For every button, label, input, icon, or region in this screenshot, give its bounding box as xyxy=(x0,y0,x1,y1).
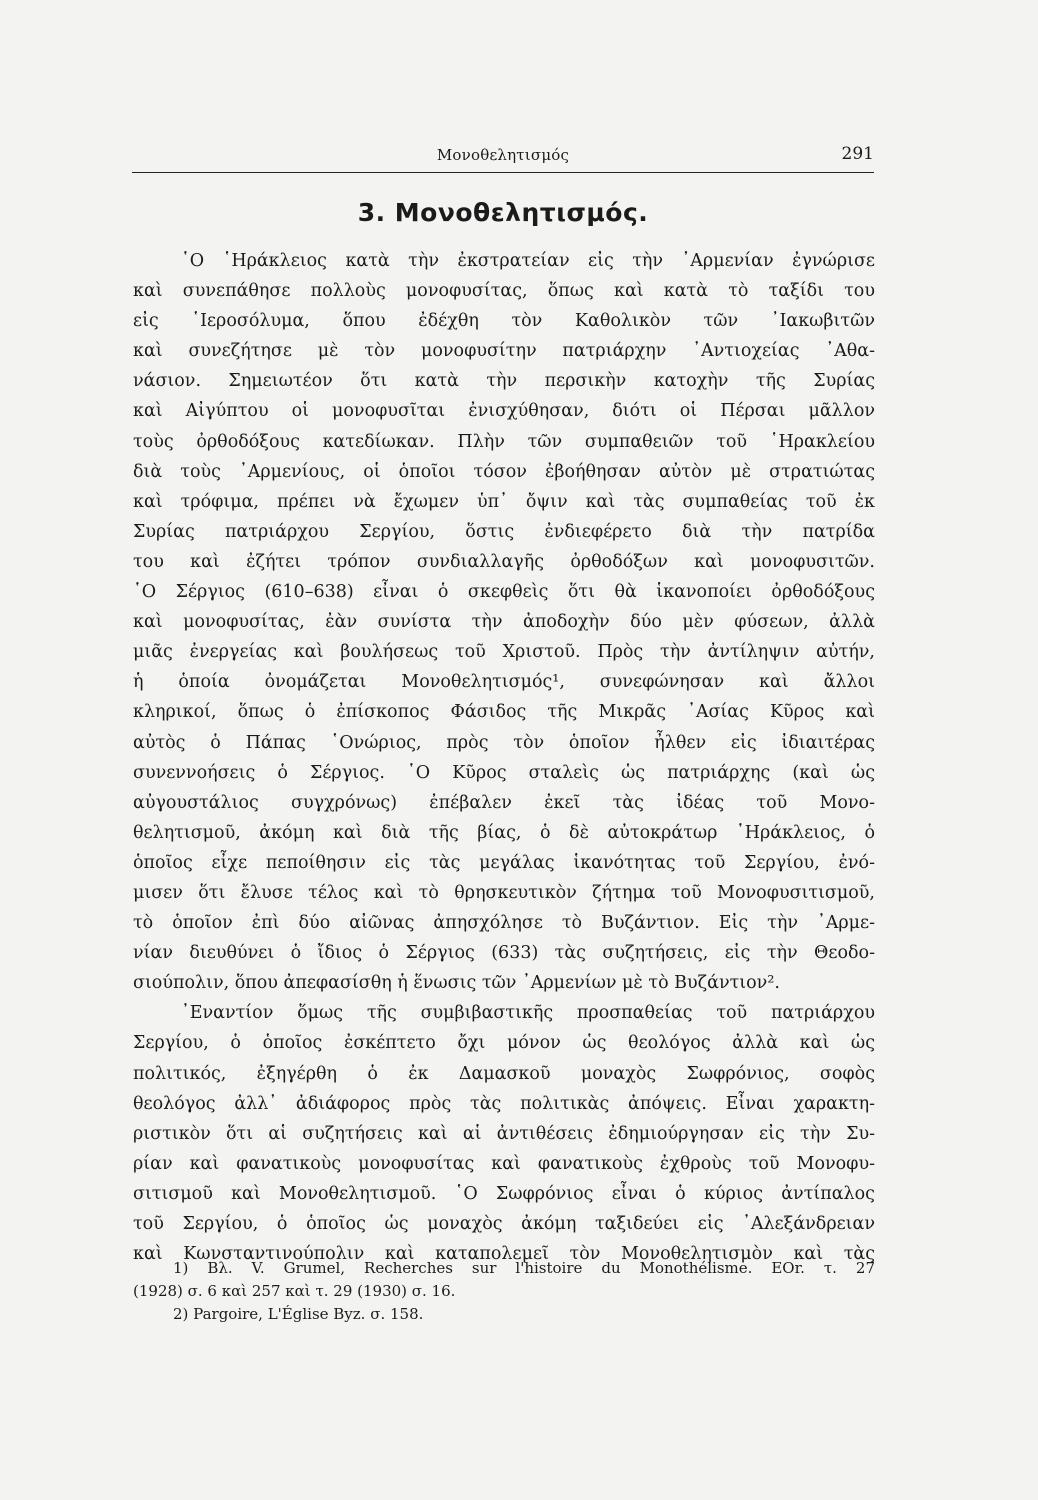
text-line: του καὶ ἐζήτει τρόπον συνδιαλλαγῆς ὀρθοδόξων καὶ μονοφυσιτῶν. xyxy=(133,551,875,572)
text-line: καὶ μονοφυσίτας, ἐὰν συνίστα τὴν ἀποδοχὴν δύο μὲν φύσεων, ἀλλὰ xyxy=(133,612,875,633)
text-line: σιούπολιν, ὅπου ἀπεφασίσθη ἡ ἕνωσις τῶν ᾿Αρμενίων μὲ τὸ Βυζάντιον². xyxy=(133,973,780,994)
text-line: ἡ ὁποία ὀνομάζεται Μονοθελητισμός¹, συνεφώνησαν καὶ ἄλλοι xyxy=(133,672,875,693)
footnotes xyxy=(133,1257,875,1326)
text-line: τὸ ὁποῖον ἐπὶ δύο αἰῶνας ἀπησχόλησε τὸ Βυζάντιον. Εἰς τὴν ᾿Αρμε- xyxy=(133,913,875,934)
text-line: νίαν διευθύνει ὁ ἴδιος ὁ Σέργιος (633) τὰς συζητήσεις, εἰς τὴν Θεοδο- xyxy=(133,943,875,964)
body-text xyxy=(133,246,875,1269)
section-heading: 3. Μονοθελητισμός. xyxy=(357,198,649,227)
text-line: συνεννοήσεις ὁ Σέργιος. ῾Ο Κῦρος σταλεὶς ὡς πατριάρχης (καὶ ὡς xyxy=(133,762,875,783)
text-line: αὐτὸς ὁ Πάπας ῾Ονώριος, πρὸς τὸν ὁποῖον ἦλθεν εἰς ἰδιαιτέρας xyxy=(133,732,875,753)
text-line: καὶ Κωνσταντινούπολιν καὶ καταπολεμεῖ τὸν Μονοθελητισμὸν καὶ τὰς xyxy=(133,1244,875,1265)
text-line: καὶ τρόφιμα, πρέπει νὰ ἔχωμεν ὑπ᾿ ὄψιν καὶ τὰς συμπαθείας τοῦ ἐκ xyxy=(133,491,875,512)
text-line: ῾Ο Σέργιος (610–638) εἶναι ὁ σκεφθεὶς ὅτι θὰ ἱκανοποίει ὀρθοδόξους xyxy=(133,582,875,603)
text-line: θεολόγος ἀλλ᾿ ἀδιάφορος πρὸς τὰς πολιτικὰς ἀπόψεις. Εἶναι χαρακτη- xyxy=(133,1093,875,1114)
text-line: διὰ τοὺς ᾿Αρμενίους, οἱ ὁποῖοι τόσον ἐβοήθησαν αὐτὸν μὲ στρατιώτας xyxy=(133,461,875,482)
text-line: ὁποῖος εἶχε πεποίθησιν εἰς τὰς μεγάλας ἱκανότητας τοῦ Σεργίου, ἐνό- xyxy=(133,852,875,873)
text-line: Συρίας πατριάρχου Σεργίου, ὅστις ἐνδιεφέρετο διὰ τὴν πατρίδα xyxy=(133,521,875,542)
text-line: ῾Ο ῾Ηράκλειος κατὰ τὴν ἐκστρατείαν εἰς τὴν ᾿Αρμενίαν ἐγνώρισε xyxy=(181,251,875,271)
text-line: ρίαν καὶ φανατικοὺς μονοφυσίτας καὶ φανατικοὺς ἐχθροὺς τοῦ Μονοφυ- xyxy=(133,1153,875,1174)
text-line: εἰς ῾Ιεροσόλυμα, ὅπου ἐδέχθη τὸν Καθολικὸν τῶν ᾿Ιακωβιτῶν xyxy=(133,311,875,332)
text-line: καὶ συνεπάθησε πολλοὺς μονοφυσίτας, ὅπως καὶ κατὰ τὸ ταξίδι του xyxy=(133,281,875,302)
text-line: τοὺς ὀρθοδόξους κατεδίωκαν. Πλὴν τῶν συμπαθειῶν τοῦ ῾Ηρακλείου xyxy=(133,431,875,452)
running-title: Μονοθελητισμός xyxy=(436,146,570,164)
text-line: ᾿Εναντίον ὅμως τῆς συμβιβαστικῆς προσπαθείας τοῦ πατριάρχου xyxy=(181,1003,875,1024)
text-line: μισεν ὅτι ἔλυσε τέλος καὶ τὸ θρησκευτικὸν ζήτημα τοῦ Μονοφυσιτισμοῦ, xyxy=(133,882,875,903)
running-header xyxy=(132,142,874,173)
text-line: πολιτικός, ἐξηγέρθη ὁ ἐκ Δαμασκοῦ μοναχὸς Σωφρόνιος, σοφὸς xyxy=(133,1063,875,1084)
text-line: τοῦ Σεργίου, ὁ ὁποῖος ὡς μοναχὸς ἀκόμη ταξιδεύει εἰς ᾿Αλεξάνδρειαν xyxy=(133,1214,875,1234)
text-line: κληρικοί, ὅπως ὁ ἐπίσκοπος Φάσιδος τῆς Μικρᾶς ᾿Ασίας Κῦρος καὶ xyxy=(133,702,875,723)
text-line: θελητισμοῦ, ἀκόμη καὶ διὰ τῆς βίας, ὁ δὲ αὐτοκράτωρ ῾Ηράκλειος, ὁ xyxy=(133,822,875,843)
text-line: ριστικὸν ὅτι αἱ συζητήσεις καὶ αἱ ἀντιθέσεις ἐδημιούργησαν εἰς τὴν Συ- xyxy=(133,1123,875,1144)
text-line: αὐγουστάλιος συγχρόνως) ἐπέβαλεν ἐκεῖ τὰς ἰδέας τοῦ Μονο- xyxy=(133,792,875,813)
text-line: νάσιον. Σημειωτέον ὅτι κατὰ τὴν περσικὴν κατοχὴν τῆς Συρίας xyxy=(133,371,875,392)
text-line: Σεργίου, ὁ ὁποῖος ἐσκέπτετο ὄχι μόνον ὡς θεολόγος ἀλλὰ καὶ ὡς xyxy=(133,1033,875,1054)
footnote-line: (1928) σ. 6 καὶ 257 καὶ τ. 29 (1930) σ. 16. xyxy=(133,1282,456,1300)
text-line: καὶ συνεζήτησε μὲ τὸν μονοφυσίτην πατριάρχην ᾿Αντιοχείας ᾿Αθα- xyxy=(133,341,875,362)
footnote-line: 1) Βλ. V. Grumel, Recherches sur l'histoire du Monothélisme. EOr. τ. 27 xyxy=(173,1259,875,1277)
footnote-line: 2) Pargoire, L'Église Byz. σ. 158. xyxy=(173,1305,424,1323)
page-number: 291 xyxy=(841,144,874,164)
text-line: μιᾶς ἐνεργείας καὶ βουλήσεως τοῦ Χριστοῦ. Πρὸς τὴν ἀντίληψιν αὐτήν, xyxy=(133,642,875,663)
text-line: σιτισμοῦ καὶ Μονοθελητισμοῦ. ῾Ο Σωφρόνιος εἶναι ὁ κύριος ἀντίπαλος xyxy=(133,1183,875,1204)
text-line: καὶ Αἰγύπτου οἱ μονοφυσῖται ἐνισχύθησαν, διότι οἱ Πέρσαι μᾶλλον xyxy=(133,401,875,422)
